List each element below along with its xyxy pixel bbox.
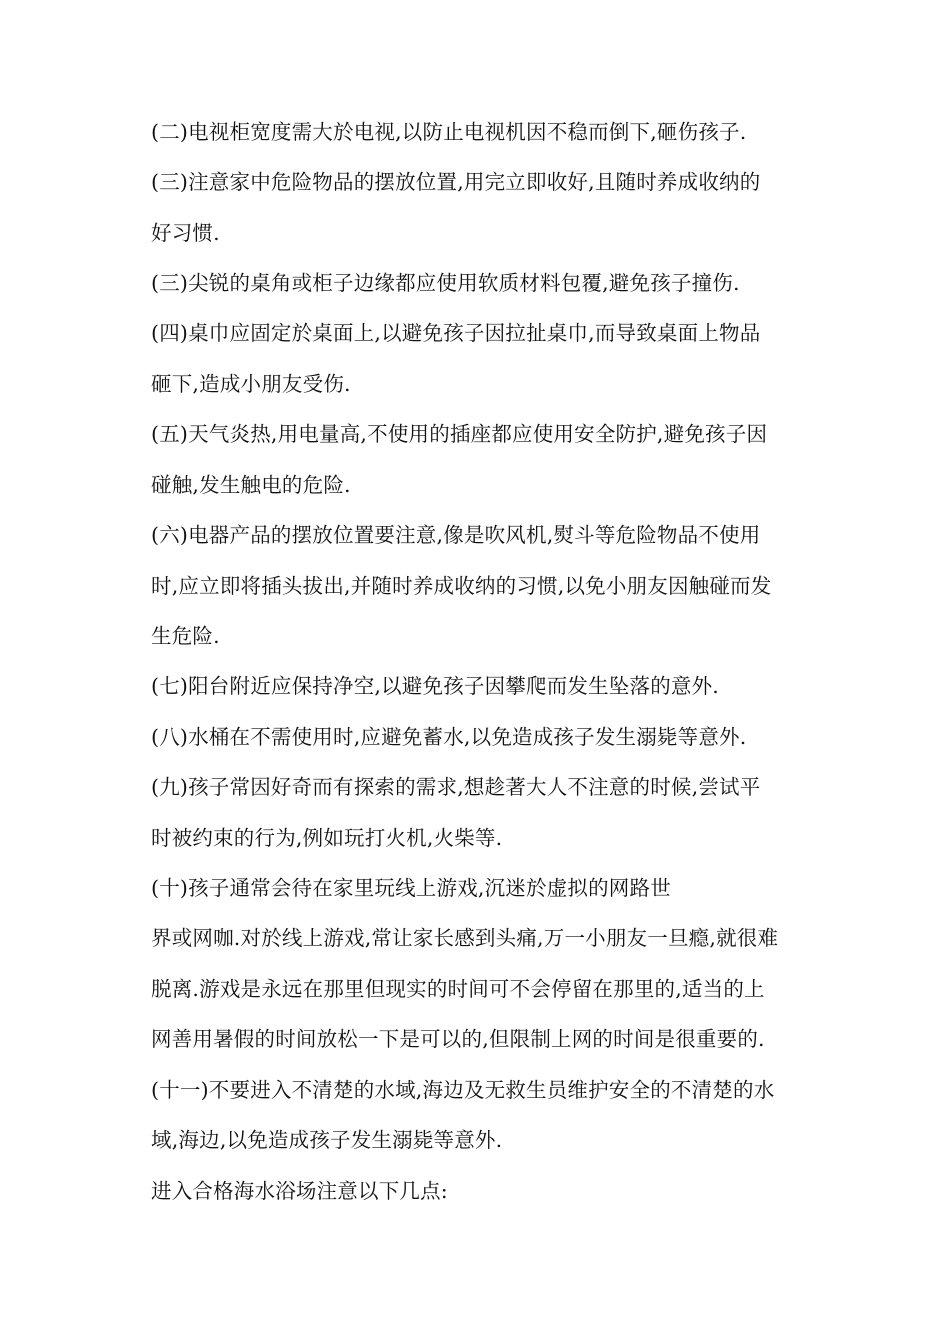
text-line: (三)注意家中危险物品的摆放位置,用完立即收好,且随时养成收纳的 [151, 170, 761, 194]
text-line: (七)阳台附近应保持净空,以避免孩子因攀爬而发生坠落的意外. [151, 674, 720, 698]
text-line: (二)电视柜宽度需大於电视,以防止电视机因不稳而倒下,砸伤孩子. [151, 120, 747, 144]
text-line: 碰触,发生触电的危险. [151, 473, 351, 497]
text-line: 脱离.游戏是永远在那里但现实的时间可不会停留在那里的,适当的上 [151, 977, 765, 1001]
text-line: (三)尖锐的桌角或柜子边缘都应使用软质材料包覆,避免孩子撞伤. [151, 271, 740, 295]
text-line: (四)桌巾应固定於桌面上,以避免孩子因拉扯桌巾,而导致桌面上物品 [151, 321, 761, 345]
text-line: 砸下,造成小朋友受伤. [151, 372, 351, 396]
text-line: (十)孩子通常会待在家里玩线上游戏,沉迷於虚拟的网路世 [151, 876, 671, 900]
text-line: 好习惯. [151, 221, 220, 245]
text-line: (八)水桶在不需使用时,应避免蓄水,以免造成孩子发生溺毙等意外. [151, 725, 747, 749]
text-line: 界或网咖.对於线上游戏,常让家长感到头痛,万一小朋友一旦瘾,就很难 [151, 926, 779, 950]
text-line: (十一)不要进入不清楚的水域,海边及无救生员维护安全的不清楚的水 [151, 1078, 775, 1102]
text-line: 时被约束的行为,例如玩打火机,火柴等. [151, 826, 503, 850]
text-line: (六)电器产品的摆放位置要注意,像是吹风机,熨斗等危险物品不使用 [151, 523, 761, 547]
text-line: 进入合格海水浴场注意以下几点: [151, 1179, 448, 1203]
text-line: 域,海边,以免造成孩子发生溺毙等意外. [151, 1128, 503, 1152]
text-line: 网善用暑假的时间放松一下是可以的,但限制上网的时间是很重要的. [151, 1027, 765, 1051]
text-line: 生危险. [151, 624, 220, 648]
text-line: (五)天气炎热,用电量高,不使用的插座都应使用安全防护,避免孩子因 [151, 422, 768, 446]
text-line: (九)孩子常因好奇而有探索的需求,想趁著大人不注意的时候,尝试平 [151, 775, 761, 799]
text-line: 时,应立即将插头拔出,并随时养成收纳的习惯,以免小朋友因触碰而发 [151, 574, 772, 598]
